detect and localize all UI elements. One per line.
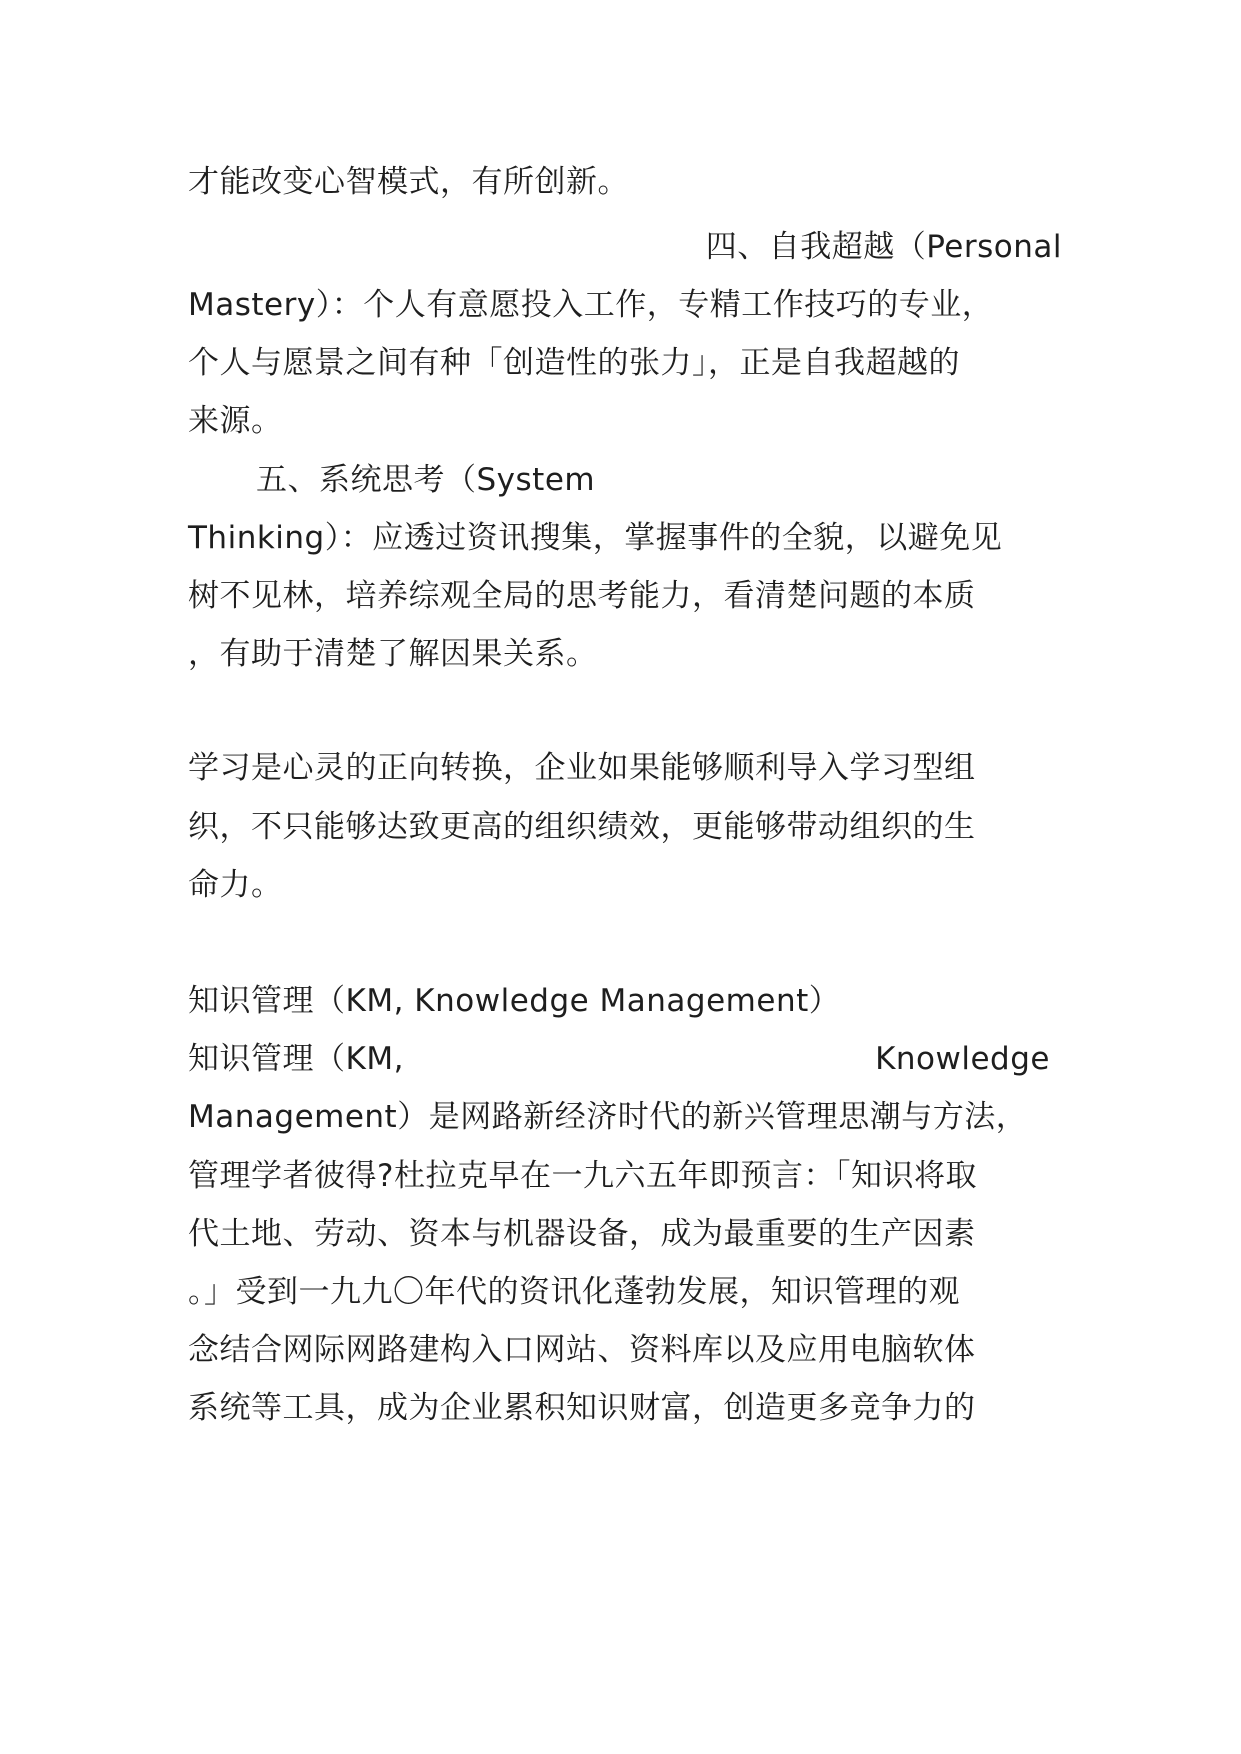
text-line: Thinking）：应透过资讯搜集，掌握事件的全貌，以避免见 xyxy=(188,520,1003,556)
text-line: Management）是网路新经济时代的新兴管理思潮与方法， xyxy=(188,1099,1028,1135)
text-segment: Knowledge xyxy=(875,1041,1050,1077)
text-line: 管理学者彼得?杜拉克早在一九六五年即预言：「知识将取 xyxy=(188,1158,977,1194)
text-line: 学习是心灵的正向转换，企业如果能够顺利导入学习型组 xyxy=(188,750,976,786)
text-line: 系统等工具，成为企业累积知识财富，创造更多竞争力的 xyxy=(188,1390,976,1426)
heading-personal-mastery: 四、自我超越（Personal xyxy=(705,229,1062,265)
heading-system-thinking: 五、系统思考（System xyxy=(256,462,596,498)
text-line: 才能改变心智模式，有所创新。 xyxy=(188,164,629,200)
text-line: 个人与愿景之间有种「创造性的张力」，正是自我超越的 xyxy=(188,345,960,381)
text-line: Mastery）：个人有意愿投入工作，专精工作技巧的专业， xyxy=(188,287,994,323)
text-line: 来源。 xyxy=(188,403,283,439)
text-line: 念结合网际网路建构入口网站、资料库以及应用电脑软体 xyxy=(188,1332,976,1368)
text-line: 织，不只能够达致更高的组织绩效，更能够带动组织的生 xyxy=(188,809,976,845)
text-line: 代土地、劳动、资本与机器设备，成为最重要的生产因素 xyxy=(188,1216,976,1252)
text-line: 。」受到一九九〇年代的资讯化蓬勃发展，知识管理的观 xyxy=(188,1274,960,1310)
text-line-justified xyxy=(188,1037,1050,1081)
text-line: 树不见林，培养综观全局的思考能力，看清楚问题的本质 xyxy=(188,578,976,614)
text-line: ，有助于清楚了解因果关系。 xyxy=(188,636,598,672)
text-line: 命力。 xyxy=(188,867,283,903)
text-segment: 知识管理（KM, xyxy=(188,1041,404,1077)
section-title-km: 知识管理（KM, Knowledge Management） xyxy=(188,983,841,1019)
